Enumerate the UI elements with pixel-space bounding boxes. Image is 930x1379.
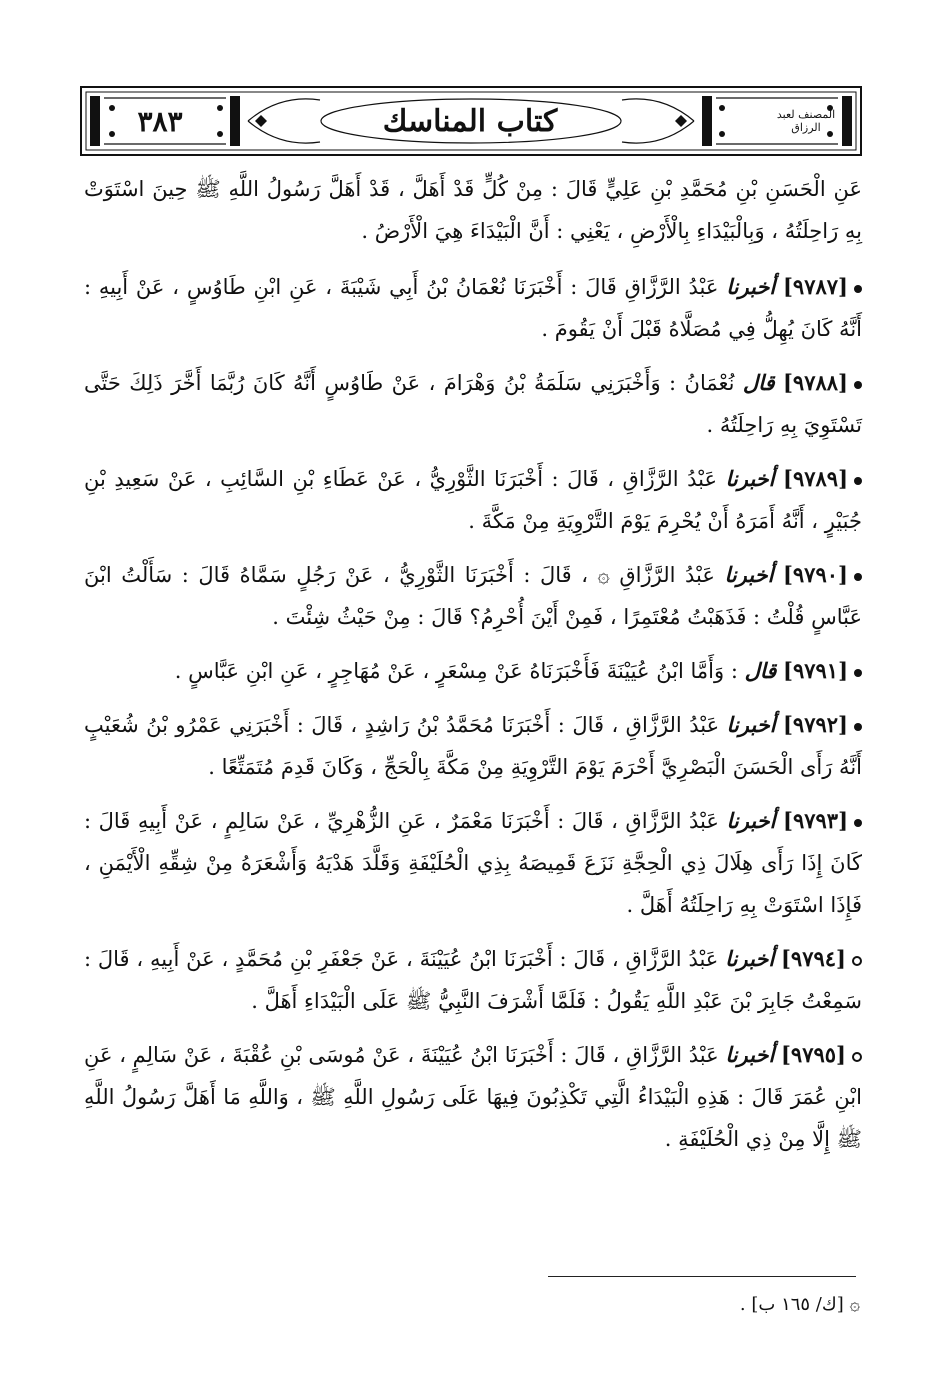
hadith-text: : وَأَمَّا ابْنُ عُيَيْنَةَ فَأَخْبَرَنَاهُ عَنْ مِسْعَرٍ ، عَنْ مُهَاجِرٍ ، عَنِ ابْنِ عَبَّاسٍ . [174, 659, 738, 683]
hadith-number: [٩٧٩١] [783, 658, 848, 683]
hadith-lead: أخبرنا [725, 946, 775, 971]
bullet-hollow-icon [852, 956, 862, 966]
footnote-divider [548, 1276, 856, 1277]
hadith-entry [84, 1034, 862, 1160]
page-number: ٣٨٣ [137, 104, 183, 138]
bullet-solid-icon [854, 723, 862, 731]
hadith-number: [٩٧٩٣] [783, 808, 848, 833]
hadith-text: عَبْدُ الرَّزَّاقِ ، قَالَ : أَخْبَرَنَا ابْنُ عُيَيْنَةَ ، عَنْ مُوسَى بْنِ عُقْبَةَ ، عَنْ سَالِمٍ ، عَنِ ابْنِ عُمَرَ قَالَ : هَذِهِ الْبَيْدَاءُ الَّتِي تَكْذِبُونَ فِيهَا عَلَى رَسُولِ اللَّهِ ﷺ ، وَاللَّهِ مَا أَهَلَّ رَسُولُ اللَّهِ ﷺ إِلَّا مِنْ ذِي الْحُلَيْفَةِ . [84, 1043, 862, 1151]
hadith-number: [٩٧٨٧] [782, 274, 848, 299]
paragraph-text: عَنِ الْحَسَنِ بْنِ مُحَمَّدِ بْنِ عَلِيٍّ قَالَ : مِنْ كُلٍّ قَدْ أَهَلَّ ، قَدْ أَهَلَّ رَسُولُ اللَّهِ ﷺ حِينَ اسْتَوَتْ بِهِ رَاحِلَتُهُ ، وَبِالْبَيْدَاءِ بِالْأَرْضِ ، يَعْنِي : أَنَّ الْبَيْدَاءَ هِيَ الْأَرْضُ . [84, 177, 862, 243]
hadith-text: عَبْدُ الرَّزَّاقِ ، قَالَ : أَخْبَرَنَا الثَّوْرِيُّ ، عَنْ عَطَاءِ بْنِ السَّائِبِ ، عَنْ سَعِيدِ بْنِ جُبَيْرٍ ، أَنَّهُ أَمَرَهُ أَنْ يُحْرِمَ يَوْمَ التَّرْوِيَةِ مِنْ مَكَّةَ . [84, 467, 862, 533]
hadith-text: عَبْدُ الرَّزَّاقِ قَالَ : أَخْبَرَنَا نُعْمَانُ بْنُ أَبِي شَيْبَةَ ، عَنِ ابْنِ طَاوُسٍ ، عَنْ أَبِيهِ : أَنَّهُ كَانَ يُهِلُّ فِي مُصَلَّاهُ قَبْلَ أَنْ يَقُومَ . [84, 275, 862, 341]
hadith-lead: أخبرنا [724, 562, 774, 587]
main-text [84, 168, 862, 1172]
page-header [80, 86, 862, 156]
bullet-solid-icon [854, 819, 862, 827]
hadith-lead: أخبرنا [726, 274, 776, 299]
hadith-number: [٩٧٨٨] [782, 370, 848, 395]
bullet-solid-icon [854, 381, 862, 389]
hadith-number: [٩٧٨٩] [783, 466, 848, 491]
bullet-solid-icon [854, 285, 862, 293]
book-logo: المصنف لعبد الرزاق [776, 108, 836, 134]
hadith-lead: أخبرنا [725, 466, 775, 491]
bullet-solid-icon [854, 573, 862, 581]
chapter-title: كتاب المناسك [382, 103, 558, 139]
hadith-number: [٩٧٩٢] [782, 712, 848, 737]
hadith-entry [84, 458, 862, 542]
footnote: ۞ [ك/ ١٦٥ ب] . [739, 1294, 860, 1315]
hadith-entry [84, 266, 862, 350]
hadith-lead: قال [742, 370, 775, 395]
hadith-entry [84, 362, 862, 446]
hadith-entry [84, 704, 862, 788]
hadith-text: نُعْمَانُ : وَأَخْبَرَنِي سَلَمَةُ بْنُ وَهْرَامَ ، عَنْ طَاوُسٍ أَنَّهُ كَانَ رُبَّمَا أَخَّرَ ذَلِكَ حَتَّى تَسْتَوِيَ بِهِ رَاحِلَتُهُ . [84, 371, 862, 437]
hadith-text: عَبْدُ الرَّزَّاقِ ۞ ، قَالَ : أَخْبَرَنَا الثَّوْرِيُّ ، عَنْ رَجُلٍ سَمَّاهُ قَالَ : سَأَلْتُ ابْنَ عَبَّاسٍ قُلْتُ : فَذَهَبْتُ مُعْتَمِرًا ، فَمِنْ أَيْنَ أُحْرِمُ؟ قَالَ : مِنْ حَيْثُ شِئْتَ . [84, 563, 862, 629]
bullet-solid-icon [854, 477, 862, 485]
hadith-lead: أخبرنا [726, 712, 776, 737]
hadith-text: عَبْدُ الرَّزَّاقِ ، قَالَ : أَخْبَرَنَا مَعْمَرٌ ، عَنِ الزُّهْرِيِّ ، عَنْ سَالِمٍ ، عَنْ أَبِيهِ قَالَ : كَانَ إِذَا رَأَى هِلَالَ ذِي الْحِجَّةِ نَزَعَ قَمِيصَهُ بِذِي الْحُلَيْفَةِ وَقَلَّدَ هَدْيَهُ وَأَشْعَرَهُ مِنْ شِقِّهِ الْأَيْمَنِ ، فَإِذَا اسْتَوَتْ بِهِ رَاحِلَتُهُ أَهَلَّ . [84, 809, 862, 917]
bullet-solid-icon [854, 669, 862, 677]
hadith-number: [٩٧٩٠] [782, 562, 848, 587]
hadith-lead: قال [744, 658, 777, 683]
hadith-entry [84, 800, 862, 926]
hadith-text: عَبْدُ الرَّزَّاقِ ، قَالَ : أَخْبَرَنَا ابْنُ عُيَيْنَةَ ، عَنْ جَعْفَرِ بْنِ مُحَمَّدٍ ، عَنْ أَبِيهِ ، قَالَ : سَمِعْتُ جَابِرَ بْنَ عَبْدِ اللَّهِ يَقُولُ : فَلَمَّا أَشْرَفَ النَّبِيُّ ﷺ عَلَى الْبَيْدَاءِ أَهَلَّ . [84, 947, 862, 1013]
hadith-entry [84, 938, 862, 1022]
hadith-number: [٩٧٩٤] [780, 946, 846, 971]
hadith-lead: أخبرنا [725, 1042, 775, 1067]
hadith-number: [٩٧٩٥] [780, 1042, 846, 1067]
hadith-entry [84, 650, 862, 692]
hadith-text: عَبْدُ الرَّزَّاقِ ، قَالَ : أَخْبَرَنَا مُحَمَّدُ بْنُ رَاشِدٍ ، قَالَ : أَخْبَرَنِي عَمْرُو بْنُ شُعَيْبٍ أَنَّهُ رَأَى الْحَسَنَ الْبَصْرِيَّ أَحْرَمَ يَوْمَ التَّرْوِيَةِ مِنْ مَكَّةَ بِالْحَجِّ ، وَكَانَ قَدِمَ مُتَمَتِّعًا . [84, 713, 862, 779]
hadith-lead: أخبرنا [726, 808, 776, 833]
bullet-hollow-icon [852, 1052, 862, 1062]
hadith-entry [84, 554, 862, 638]
paragraph-continuation [84, 168, 862, 252]
